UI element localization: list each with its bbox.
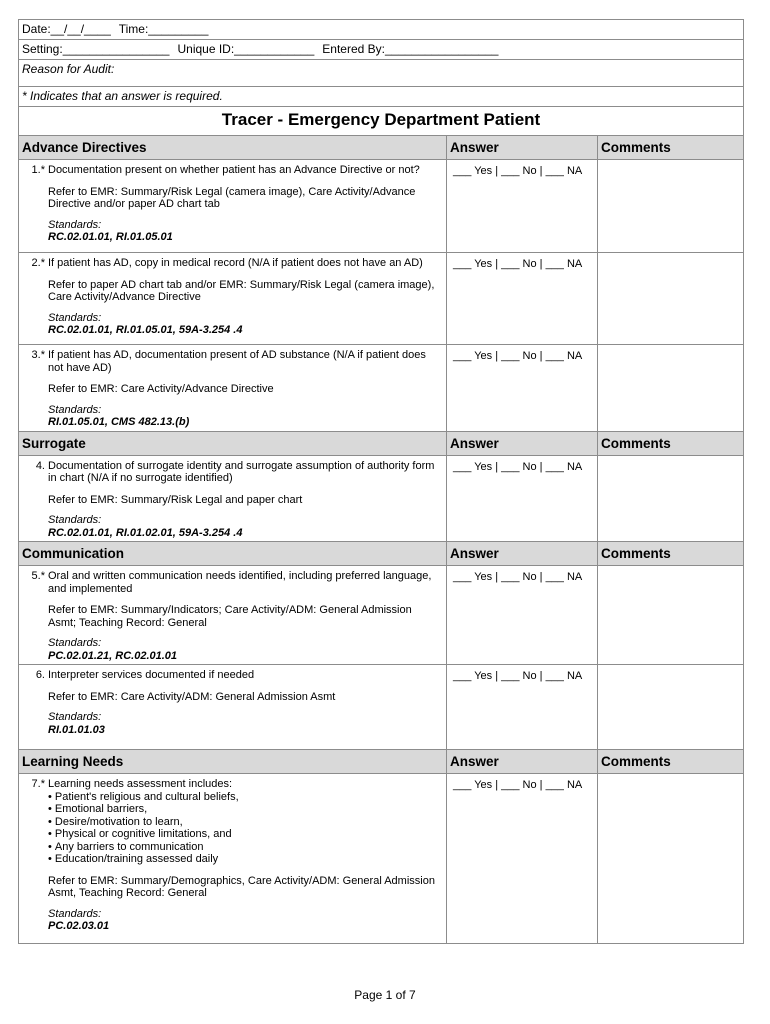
bullet-item: • Emotional barriers, <box>48 803 440 816</box>
reason-label: Reason for Audit: <box>22 62 115 76</box>
comments-cell[interactable] <box>598 345 744 432</box>
standards-label: Standards: <box>48 637 102 649</box>
comments-column-header: Comments <box>598 431 744 455</box>
emr-reference: Refer to EMR: Summary/Demographics, Care Activity/ADM: General Admission Asmt, Teaching Record: General <box>48 874 435 899</box>
comments-cell[interactable] <box>598 774 744 944</box>
question-line <box>27 460 440 485</box>
question-line <box>27 778 440 866</box>
comments-column-header: Comments <box>598 750 744 774</box>
audit-form <box>18 19 743 944</box>
date-time-row[interactable] <box>19 20 744 40</box>
question-cell <box>19 566 447 665</box>
standards-value: RI.01.05.01, CMS 482.13.(b) <box>48 416 190 428</box>
entered-by-field[interactable]: Entered By:_________________ <box>322 42 499 56</box>
standards-label: Standards: <box>48 311 102 324</box>
question-body <box>48 669 440 682</box>
question-line <box>27 164 440 177</box>
standards-label: Standards: <box>48 218 102 231</box>
question-number: 4. <box>35 459 45 472</box>
question-cell <box>19 160 447 253</box>
answer-options[interactable]: ___ Yes | ___ No | ___ NA <box>447 455 598 542</box>
unique-id-field[interactable]: Unique ID:____________ <box>177 42 315 56</box>
question-body <box>48 460 440 485</box>
question-number: 1.* <box>31 164 45 176</box>
page-title-text: Tracer - Emergency Department Patient <box>221 110 541 129</box>
emr-reference: Refer to EMR: Care Activity/ADM: General Admission Asmt <box>48 690 336 703</box>
question-text: Learning needs assessment includes: <box>48 778 233 790</box>
bullet-item: • Any barriers to communication <box>48 841 440 854</box>
question-text: Oral and written communication needs identified, including preferred language, and implemented <box>48 570 432 595</box>
comments-cell[interactable] <box>598 566 744 665</box>
standards-value: PC.02.01.21, RC.02.01.01 <box>48 649 178 662</box>
question-number: 6. <box>35 669 45 681</box>
answer-options[interactable]: ___ Yes | ___ No | ___ NA <box>447 345 598 432</box>
bullet-list <box>48 791 440 866</box>
time-field[interactable]: Time:_________ <box>118 22 209 36</box>
question-body <box>48 778 440 866</box>
question-text: If patient has AD, copy in medical record (N/A if patient does not have an AD) <box>48 257 423 269</box>
question-body <box>48 349 440 374</box>
emr-reference: Refer to paper AD chart tab and/or EMR: Summary/Risk Legal (camera image), Care Activity/Advance Directive <box>48 278 435 303</box>
standards-label: Standards: <box>48 711 102 723</box>
bullet-item: • Physical or cognitive limitations, and <box>48 828 440 841</box>
question-row <box>19 160 744 253</box>
question-line <box>27 349 440 374</box>
emr-reference: Refer to EMR: Summary/Risk Legal and paper chart <box>48 493 303 506</box>
question-body <box>48 164 440 177</box>
section-title: Surrogate <box>19 431 447 455</box>
question-number: 3.* <box>31 349 45 361</box>
bullet-item: • Education/training assessed daily <box>48 853 440 866</box>
answer-column-header: Answer <box>447 136 598 160</box>
required-note-text: * Indicates that an answer is required. <box>22 89 223 103</box>
comments-cell[interactable] <box>598 665 744 750</box>
question-row <box>19 455 744 542</box>
required-note <box>19 87 744 107</box>
question-text: Documentation of surrogate identity and surrogate assumption of authority form in chart (N/A if no surrogate identified) <box>48 459 435 484</box>
comments-column-header: Comments <box>598 136 744 160</box>
bullet-item: • Desire/motivation to learn, <box>48 816 440 829</box>
question-row <box>19 774 744 944</box>
question-text: Documentation present on whether patient has an Advance Directive or not? <box>48 164 420 176</box>
section-title: Communication <box>19 542 447 566</box>
answer-column-header: Answer <box>447 542 598 566</box>
audit-table <box>18 19 744 944</box>
setting-row[interactable] <box>19 40 744 60</box>
standards-value: PC.02.03.01 <box>48 920 110 932</box>
question-cell <box>19 774 447 944</box>
question-row <box>19 665 744 750</box>
date-field[interactable]: Date:__/__/____ <box>22 22 111 36</box>
section-title: Learning Needs <box>19 750 447 774</box>
emr-reference: Refer to EMR: Care Activity/Advance Directive <box>48 383 274 395</box>
standards-label: Standards: <box>48 907 102 920</box>
answer-column-header: Answer <box>447 750 598 774</box>
reason-for-audit-field[interactable] <box>19 60 744 87</box>
question-row <box>19 253 744 345</box>
standards-label: Standards: <box>48 403 102 416</box>
question-number: 5.* <box>31 570 45 582</box>
answer-options[interactable]: ___ Yes | ___ No | ___ NA <box>447 253 598 345</box>
answer-options[interactable]: ___ Yes | ___ No | ___ NA <box>447 665 598 750</box>
comments-cell[interactable] <box>598 253 744 345</box>
question-line <box>27 669 440 682</box>
comments-cell[interactable] <box>598 455 744 542</box>
standards-value: RC.02.01.01, RI.01.05.01 <box>48 231 173 243</box>
section-header <box>19 431 744 455</box>
standards-value: RI.01.01.03 <box>48 723 105 736</box>
question-body <box>48 570 440 595</box>
section-header <box>19 750 744 774</box>
standards-label: Standards: <box>48 514 102 526</box>
question-cell <box>19 345 447 432</box>
page-title <box>19 107 744 136</box>
question-row <box>19 566 744 665</box>
bullet-item: • Patient's religious and cultural beliefs, <box>48 791 440 804</box>
question-line <box>27 257 440 270</box>
answer-options[interactable]: ___ Yes | ___ No | ___ NA <box>447 774 598 944</box>
page-number: Page 1 of 7 <box>354 988 416 1002</box>
emr-reference: Refer to EMR: Summary/Risk Legal (camera image), Care Activity/Advance Directive and/or paper AD chart tab <box>48 185 416 210</box>
question-row <box>19 345 744 432</box>
standards-value: RC.02.01.01, RI.01.02.01, 59A-3.254 .4 <box>48 526 243 539</box>
question-text: Interpreter services documented if needed <box>48 669 255 681</box>
section-title: Advance Directives <box>19 136 447 160</box>
comments-column-header: Comments <box>598 542 744 566</box>
question-number: 7.* <box>31 778 45 790</box>
setting-field[interactable]: Setting:________________ <box>22 42 170 56</box>
section-header <box>19 136 744 160</box>
emr-reference: Refer to EMR: Summary/Indicators; Care Activity/ADM: General Admission Asmt; Teaching Record: General <box>48 604 412 629</box>
comments-cell[interactable] <box>598 160 744 253</box>
question-cell <box>19 455 447 542</box>
question-cell <box>19 665 447 750</box>
standards-value: RC.02.01.01, RI.01.05.01, 59A-3.254 .4 <box>48 324 243 336</box>
question-number: 2.* <box>31 257 45 269</box>
question-text: If patient has AD, documentation present of AD substance (N/A if patient does not have AD) <box>48 349 426 374</box>
answer-options[interactable]: ___ Yes | ___ No | ___ NA <box>447 566 598 665</box>
question-cell <box>19 253 447 345</box>
question-line <box>27 570 440 595</box>
answer-column-header: Answer <box>447 431 598 455</box>
question-body <box>48 257 440 270</box>
answer-options[interactable]: ___ Yes | ___ No | ___ NA <box>447 160 598 253</box>
section-header <box>19 542 744 566</box>
